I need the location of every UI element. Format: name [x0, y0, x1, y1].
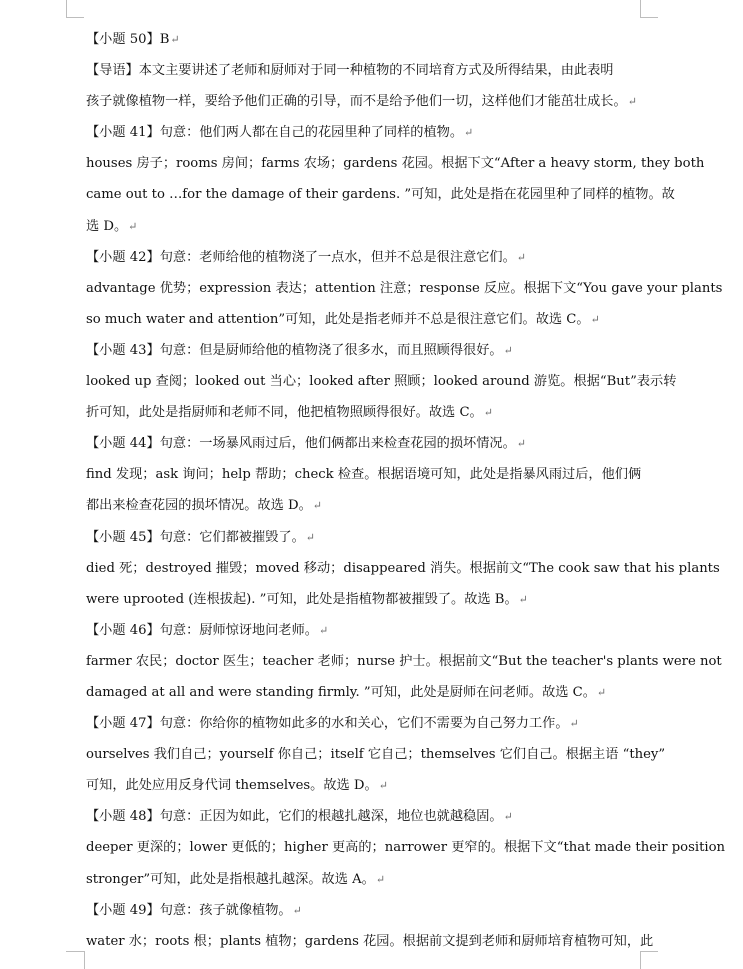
text-line: [86, 926, 658, 957]
paragraph-mark-icon: ↵: [464, 126, 474, 140]
paragraph-mark-icon: ↵: [483, 406, 493, 420]
text-line: [86, 55, 658, 86]
line-text: 【导语】本文主要讲述了老师和厨师对于同一种植物的不同培育方式及所得结果，由此表明: [86, 63, 614, 79]
text-line: [86, 428, 658, 459]
line-text: 可知，此处应用反身代词 themselves。故选 D。: [86, 778, 378, 794]
line-text: find 发现；ask 询问；help 帮助；check 检查。根据语境可知，此处是指暴风雨过后，他们俩: [86, 467, 642, 483]
line-text: stronger”可知，此处是指根越扎越深。故选 A。: [86, 871, 375, 887]
line-text: ourselves 我们自己；yourself 你自己；itself 它自己；themselves 它们自己。根据主语 “they”: [86, 747, 666, 763]
line-text: 【小题 46】句意：厨师惊讶地问老师。: [86, 622, 318, 638]
crop-mark-top-right-vertical: [640, 0, 641, 18]
line-text: 折可知，此处是指厨师和老师不同，他把植物照顾得很好。故选 C。: [86, 405, 483, 421]
paragraph-mark-icon: ↵: [627, 95, 637, 109]
paragraph-mark-icon: ↵: [596, 685, 607, 699]
text-line: [86, 770, 658, 801]
text-line: [86, 739, 666, 770]
document-body: [86, 24, 726, 957]
paragraph-mark-icon: ↵: [590, 312, 600, 326]
line-text: were uprooted (连根拔起). ”可知，此处是指植物都被摧毁了。故选 B。: [86, 591, 518, 607]
line-text: 【小题 42】句意：老师给他的植物浇了一点水，但并不总是很注意它们。: [86, 249, 516, 265]
line-text: deeper 更深的；lower 更低的；higher 更高的；narrower 更窄的。根据下文“that made their position: [86, 840, 726, 856]
text-line: [86, 864, 658, 895]
paragraph-mark-icon: ↵: [518, 592, 528, 606]
line-text: 【小题 45】句意：它们都被摧毁了。: [86, 529, 305, 545]
line-text: 【小题 48】句意：正因为如此，它们的根越扎越深，地位也就越稳固。: [86, 809, 503, 825]
crop-mark-top-left-vertical: [66, 0, 67, 18]
line-text: 选 D。: [86, 218, 128, 234]
text-line: [86, 677, 658, 708]
paragraph-mark-icon: ↵: [312, 499, 322, 513]
line-text: looked up 查阅；looked out 当心；looked after 照顾；looked around 游览。根据“But”表示转: [86, 374, 677, 390]
text-line: [86, 179, 675, 210]
paragraph-mark-icon: ↵: [292, 903, 302, 917]
text-line: [86, 148, 705, 179]
text-line: [86, 304, 658, 335]
text-line: [86, 553, 720, 584]
line-text: 孩子就像植物一样，要给予他们正确的引导，而不是给予他们一切，这样他们才能茁壮成长。: [86, 94, 627, 110]
text-line: [86, 708, 658, 739]
line-text: damaged at all and were standing firmly. ”可知，此处是厨师在问老师。故选 C。: [86, 684, 596, 700]
line-text: 【小题 47】句意：你给你的植物如此多的水和关心，它们不需要为自己努力工作。: [86, 716, 569, 732]
text-line: [86, 211, 658, 242]
paragraph-mark-icon: ↵: [503, 343, 513, 357]
paragraph-mark-icon: ↵: [516, 437, 527, 451]
text-line: [86, 117, 658, 148]
line-text: 都出来检查花园的损坏情况。故选 D。: [86, 498, 312, 514]
line-text: 【小题 44】句意：一场暴风雨过后，他们俩都出来检查花园的损坏情况。: [86, 436, 516, 452]
text-line: [86, 273, 723, 304]
text-line: [86, 584, 658, 615]
paragraph-mark-icon: ↵: [318, 623, 329, 637]
text-line: [86, 24, 658, 55]
text-line: [86, 335, 658, 366]
paragraph-mark-icon: ↵: [375, 872, 386, 886]
line-text: advantage 优势；expression 表达；attention 注意；response 反应。根据下文“You gave your plants: [86, 280, 723, 296]
text-line: [86, 459, 658, 490]
text-line: [86, 801, 658, 832]
line-text: houses 房子；rooms 房间；farms 农场；gardens 花园。根据下文“After a heavy storm, they both: [86, 156, 705, 172]
paragraph-mark-icon: ↵: [305, 530, 316, 544]
paragraph-mark-icon: ↵: [128, 219, 138, 233]
crop-mark-top-left-horizontal: [66, 17, 84, 18]
paragraph-mark-icon: ↵: [170, 33, 180, 46]
paragraph-mark-icon: ↵: [378, 779, 388, 793]
line-text: so much water and attention”可知，此处是指老师并不总是很注意它们。故选 C。: [86, 311, 590, 327]
text-line: [86, 490, 658, 521]
text-line: [86, 86, 658, 117]
line-text: 【小题 43】句意：但是厨师给他的植物浇了很多水，而且照顾得很好。: [86, 342, 503, 358]
text-line: [86, 397, 658, 428]
crop-mark-bottom-left-vertical: [84, 951, 85, 969]
line-text: died 死；destroyed 摧毁；moved 移动；disappeared 消失。根据前文“The cook saw that his plants: [86, 560, 720, 576]
crop-mark-top-right-horizontal: [640, 17, 658, 18]
line-text: water 水；roots 根；plants 植物；gardens 花园。根据前文提到老师和厨师培育植物可知，此: [86, 933, 654, 949]
paragraph-mark-icon: ↵: [503, 810, 513, 824]
text-line: [86, 366, 677, 397]
line-text: 【小题 41】句意：他们两人都在自己的花园里种了同样的植物。: [86, 125, 464, 141]
text-line: [86, 646, 722, 677]
paragraph-mark-icon: ↵: [516, 250, 527, 264]
text-line: [86, 522, 658, 553]
line-text: came out to …for the damage of their gardens. ”可知，此处是指在花园里种了同样的植物。故: [86, 187, 675, 203]
text-line: [86, 832, 726, 863]
text-line: [86, 242, 658, 273]
paragraph-mark-icon: ↵: [569, 717, 579, 731]
text-line: [86, 615, 658, 646]
crop-mark-bottom-left-horizontal: [66, 951, 84, 952]
line-text: farmer 农民；doctor 医生；teacher 老师；nurse 护士。根据前文“But the teacher's plants were not: [86, 653, 722, 669]
line-text: 【小题 50】B: [86, 32, 170, 47]
line-text: 【小题 49】句意：孩子就像植物。: [86, 902, 292, 918]
text-line: [86, 895, 658, 926]
